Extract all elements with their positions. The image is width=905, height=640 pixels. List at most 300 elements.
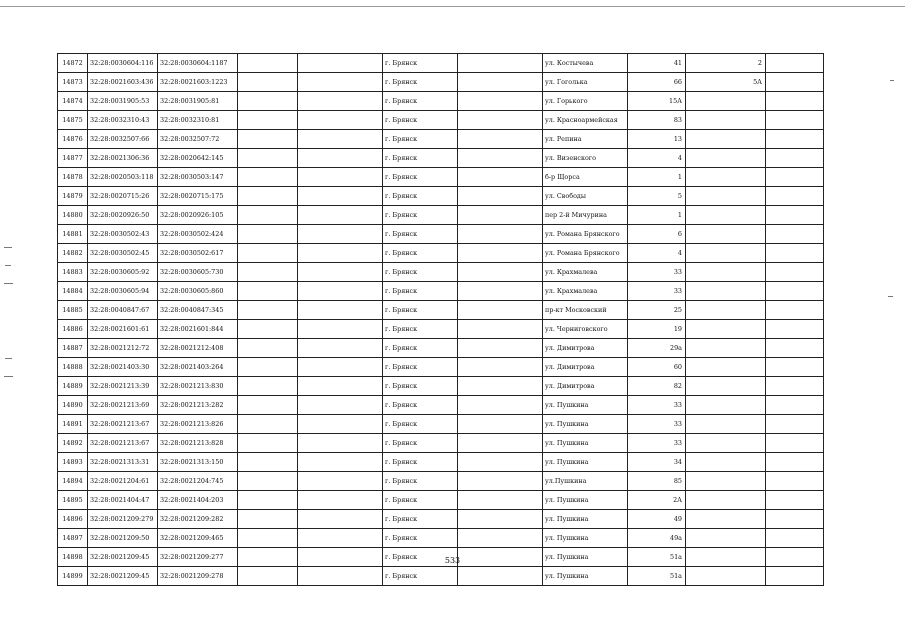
house-number: 33	[628, 415, 686, 434]
table-row	[58, 377, 824, 396]
cadastral-number-room: 32:28:0021212:408	[158, 339, 238, 358]
empty-cell	[238, 168, 298, 187]
street-cell: ул. Пушкина	[543, 491, 628, 510]
cadastral-number-room: 32:28:0021209:465	[158, 529, 238, 548]
empty-cell	[238, 567, 298, 586]
cadastral-number-room: 32:28:0021404:203	[158, 491, 238, 510]
cadastral-number: 32:28:0021213:67	[88, 415, 158, 434]
row-number: 14877	[58, 149, 88, 168]
table-row	[58, 434, 824, 453]
cadastral-number-room: 32:28:0021403:264	[158, 358, 238, 377]
empty-cell	[458, 415, 543, 434]
empty-cell	[766, 130, 824, 149]
street-cell: ул. Визенского	[543, 149, 628, 168]
house-number: 85	[628, 472, 686, 491]
house-number: 1	[628, 168, 686, 187]
building-number	[686, 282, 766, 301]
empty-cell	[458, 510, 543, 529]
city-cell: г. Брянск	[383, 168, 458, 187]
cadastral-number: 32:28:0021212:72	[88, 339, 158, 358]
row-number: 14874	[58, 92, 88, 111]
table-row	[58, 529, 824, 548]
building-number: 2	[686, 54, 766, 73]
city-cell: г. Брянск	[383, 339, 458, 358]
row-number: 14875	[58, 111, 88, 130]
cadastral-number: 32:28:0021601:61	[88, 320, 158, 339]
street-cell: ул. Костычева	[543, 54, 628, 73]
table-row	[58, 396, 824, 415]
registry-table	[57, 53, 824, 586]
empty-cell	[766, 73, 824, 92]
empty-cell	[766, 567, 824, 586]
empty-cell	[458, 54, 543, 73]
row-number: 14876	[58, 130, 88, 149]
street-cell: ул. Димитрова	[543, 358, 628, 377]
empty-cell	[458, 130, 543, 149]
cadastral-number-room: 32:28:0021603:1223	[158, 73, 238, 92]
cadastral-number: 32:28:0030502:43	[88, 225, 158, 244]
house-number: 51а	[628, 567, 686, 586]
table-row	[58, 92, 824, 111]
building-number	[686, 415, 766, 434]
empty-cell	[298, 453, 383, 472]
street-cell: ул. Черниговского	[543, 320, 628, 339]
cadastral-number: 32:28:0040847:67	[88, 301, 158, 320]
city-cell: г. Брянск	[383, 187, 458, 206]
street-cell: ул. Пушкина	[543, 567, 628, 586]
empty-cell	[298, 529, 383, 548]
table-row	[58, 54, 824, 73]
empty-cell	[766, 510, 824, 529]
building-number	[686, 529, 766, 548]
house-number: 33	[628, 282, 686, 301]
row-number: 14889	[58, 377, 88, 396]
empty-cell	[458, 491, 543, 510]
row-number: 14883	[58, 263, 88, 282]
empty-cell	[458, 73, 543, 92]
house-number: 49	[628, 510, 686, 529]
house-number: 33	[628, 396, 686, 415]
empty-cell	[766, 396, 824, 415]
empty-cell	[458, 282, 543, 301]
building-number	[686, 491, 766, 510]
empty-cell	[238, 320, 298, 339]
empty-cell	[458, 301, 543, 320]
empty-cell	[458, 396, 543, 415]
city-cell: г. Брянск	[383, 54, 458, 73]
cadastral-number: 32:28:0020715:26	[88, 187, 158, 206]
building-number	[686, 149, 766, 168]
scan-artifact	[890, 80, 894, 81]
empty-cell	[238, 206, 298, 225]
empty-cell	[298, 396, 383, 415]
empty-cell	[766, 301, 824, 320]
city-cell: г. Брянск	[383, 301, 458, 320]
cadastral-number-room: 32:28:0030502:424	[158, 225, 238, 244]
empty-cell	[298, 111, 383, 130]
cadastral-number: 32:28:0021404:47	[88, 491, 158, 510]
street-cell: ул.Пушкина	[543, 472, 628, 491]
scan-artifact	[888, 296, 893, 297]
city-cell: г. Брянск	[383, 529, 458, 548]
building-number	[686, 339, 766, 358]
cadastral-number: 32:28:0021209:279	[88, 510, 158, 529]
cadastral-number-room: 32:28:0020926:105	[158, 206, 238, 225]
city-cell: г. Брянск	[383, 149, 458, 168]
house-number: 82	[628, 377, 686, 396]
building-number	[686, 130, 766, 149]
cadastral-number: 32:28:0030605:92	[88, 263, 158, 282]
street-cell: ул. Димитрова	[543, 377, 628, 396]
empty-cell	[458, 567, 543, 586]
empty-cell	[458, 472, 543, 491]
city-cell: г. Брянск	[383, 415, 458, 434]
street-cell: ул. Пушкина	[543, 548, 628, 567]
cadastral-number-room: 32:28:0021601:844	[158, 320, 238, 339]
row-number: 14886	[58, 320, 88, 339]
cadastral-number-room: 32:28:0021313:150	[158, 453, 238, 472]
street-cell: ул. Димитрова	[543, 339, 628, 358]
row-number: 14885	[58, 301, 88, 320]
cadastral-number-room: 32:28:0030605:730	[158, 263, 238, 282]
cadastral-number-room: 32:28:0030604:1187	[158, 54, 238, 73]
table-row	[58, 149, 824, 168]
row-number: 14884	[58, 282, 88, 301]
house-number: 41	[628, 54, 686, 73]
building-number	[686, 187, 766, 206]
house-number: 33	[628, 434, 686, 453]
table-row	[58, 453, 824, 472]
empty-cell	[766, 358, 824, 377]
table-row	[58, 491, 824, 510]
cadastral-number: 32:28:0021213:67	[88, 434, 158, 453]
row-number: 14888	[58, 358, 88, 377]
house-number: 2А	[628, 491, 686, 510]
street-cell: ул. Пушкина	[543, 453, 628, 472]
empty-cell	[238, 339, 298, 358]
empty-cell	[766, 491, 824, 510]
empty-cell	[298, 510, 383, 529]
cadastral-number-room: 32:28:0021213:826	[158, 415, 238, 434]
street-cell: ул. Репина	[543, 130, 628, 149]
empty-cell	[238, 453, 298, 472]
street-cell: ул. Романа Брянского	[543, 225, 628, 244]
empty-cell	[238, 263, 298, 282]
building-number	[686, 225, 766, 244]
house-number: 34	[628, 453, 686, 472]
empty-cell	[238, 510, 298, 529]
house-number: 1	[628, 206, 686, 225]
empty-cell	[238, 396, 298, 415]
empty-cell	[298, 263, 383, 282]
cadastral-number: 32:28:0031905:53	[88, 92, 158, 111]
empty-cell	[458, 453, 543, 472]
cadastral-number-room: 32:28:0021213:282	[158, 396, 238, 415]
table-row	[58, 358, 824, 377]
empty-cell	[298, 92, 383, 111]
row-number: 14894	[58, 472, 88, 491]
cadastral-number: 32:28:0020926:50	[88, 206, 158, 225]
empty-cell	[766, 377, 824, 396]
street-cell: ул. Крахмалева	[543, 263, 628, 282]
row-number: 14896	[58, 510, 88, 529]
empty-cell	[766, 339, 824, 358]
city-cell: г. Брянск	[383, 73, 458, 92]
empty-cell	[238, 377, 298, 396]
building-number	[686, 320, 766, 339]
building-number	[686, 111, 766, 130]
street-cell: ул. Пушкина	[543, 434, 628, 453]
street-cell: ул. Романа Брянского	[543, 244, 628, 263]
empty-cell	[298, 225, 383, 244]
house-number: 83	[628, 111, 686, 130]
scan-artifact	[5, 265, 11, 266]
building-number	[686, 472, 766, 491]
cadastral-number: 32:28:0021209:50	[88, 529, 158, 548]
empty-cell	[298, 149, 383, 168]
building-number	[686, 358, 766, 377]
empty-cell	[298, 168, 383, 187]
row-number: 14897	[58, 529, 88, 548]
empty-cell	[458, 206, 543, 225]
empty-cell	[458, 244, 543, 263]
empty-cell	[766, 453, 824, 472]
street-cell: пер 2-й Мичурина	[543, 206, 628, 225]
table-row	[58, 168, 824, 187]
house-number: 60	[628, 358, 686, 377]
city-cell: г. Брянск	[383, 510, 458, 529]
cadastral-number: 32:28:0020503:118	[88, 168, 158, 187]
cadastral-number-room: 32:28:0021209:282	[158, 510, 238, 529]
empty-cell	[298, 434, 383, 453]
empty-cell	[298, 320, 383, 339]
empty-cell	[766, 434, 824, 453]
cadastral-number-room: 32:28:0021209:278	[158, 567, 238, 586]
city-cell: г. Брянск	[383, 548, 458, 567]
cadastral-number: 32:28:0021213:69	[88, 396, 158, 415]
building-number	[686, 567, 766, 586]
building-number	[686, 510, 766, 529]
cadastral-number: 32:28:0032310:43	[88, 111, 158, 130]
house-number: 6	[628, 225, 686, 244]
empty-cell	[298, 206, 383, 225]
house-number: 51а	[628, 548, 686, 567]
street-cell: ул. Горького	[543, 92, 628, 111]
street-cell: ул. Пушкина	[543, 415, 628, 434]
cadastral-number-room: 32:28:0030503:147	[158, 168, 238, 187]
scan-artifact	[4, 376, 13, 377]
empty-cell	[238, 491, 298, 510]
table-row	[58, 567, 824, 586]
street-cell: ул. Красноармейская	[543, 111, 628, 130]
empty-cell	[458, 92, 543, 111]
city-cell: г. Брянск	[383, 491, 458, 510]
house-number: 25	[628, 301, 686, 320]
building-number	[686, 301, 766, 320]
building-number	[686, 206, 766, 225]
page-number: 533	[444, 556, 461, 565]
house-number: 4	[628, 244, 686, 263]
house-number: 49а	[628, 529, 686, 548]
empty-cell	[238, 434, 298, 453]
cadastral-number: 32:28:0030605:94	[88, 282, 158, 301]
empty-cell	[458, 149, 543, 168]
cadastral-number-room: 32:28:0021213:828	[158, 434, 238, 453]
building-number	[686, 244, 766, 263]
table-row	[58, 244, 824, 263]
empty-cell	[298, 54, 383, 73]
table-row	[58, 415, 824, 434]
scan-border-line	[0, 6, 905, 7]
empty-cell	[238, 529, 298, 548]
table-row	[58, 320, 824, 339]
table-row	[58, 472, 824, 491]
house-number: 15А	[628, 92, 686, 111]
empty-cell	[298, 73, 383, 92]
house-number: 33	[628, 263, 686, 282]
cadastral-number-room: 32:28:0032507:72	[158, 130, 238, 149]
empty-cell	[766, 415, 824, 434]
empty-cell	[458, 434, 543, 453]
cadastral-number: 32:28:0021603:436	[88, 73, 158, 92]
building-number	[686, 453, 766, 472]
empty-cell	[238, 301, 298, 320]
table-row	[58, 510, 824, 529]
cadastral-number: 32:28:0021209:45	[88, 567, 158, 586]
building-number	[686, 92, 766, 111]
building-number: 5А	[686, 73, 766, 92]
city-cell: г. Брянск	[383, 358, 458, 377]
empty-cell	[766, 206, 824, 225]
city-cell: г. Брянск	[383, 225, 458, 244]
cadastral-number-room: 32:28:0040847:345	[158, 301, 238, 320]
empty-cell	[766, 472, 824, 491]
empty-cell	[298, 130, 383, 149]
empty-cell	[458, 529, 543, 548]
cadastral-number-room: 32:28:0030502:617	[158, 244, 238, 263]
empty-cell	[458, 225, 543, 244]
cadastral-number: 32:28:0032507:66	[88, 130, 158, 149]
empty-cell	[298, 358, 383, 377]
city-cell: г. Брянск	[383, 396, 458, 415]
table-body	[58, 54, 824, 586]
cadastral-number: 32:28:0021306:36	[88, 149, 158, 168]
table-row	[58, 130, 824, 149]
empty-cell	[238, 73, 298, 92]
row-number: 14890	[58, 396, 88, 415]
cadastral-number-room: 32:28:0020642:145	[158, 149, 238, 168]
city-cell: г. Брянск	[383, 377, 458, 396]
building-number	[686, 168, 766, 187]
street-cell: ул. Крахмалева	[543, 282, 628, 301]
building-number	[686, 434, 766, 453]
city-cell: г. Брянск	[383, 472, 458, 491]
row-number: 14893	[58, 453, 88, 472]
empty-cell	[298, 187, 383, 206]
empty-cell	[238, 282, 298, 301]
table-row	[58, 301, 824, 320]
empty-cell	[238, 111, 298, 130]
city-cell: г. Брянск	[383, 567, 458, 586]
city-cell: г. Брянск	[383, 111, 458, 130]
street-cell: ул. Пушкина	[543, 396, 628, 415]
row-number: 14892	[58, 434, 88, 453]
row-number: 14891	[58, 415, 88, 434]
table-row	[58, 206, 824, 225]
empty-cell	[458, 111, 543, 130]
row-number: 14873	[58, 73, 88, 92]
empty-cell	[298, 244, 383, 263]
empty-cell	[238, 244, 298, 263]
row-number: 14898	[58, 548, 88, 567]
street-cell: пр-кт Московский	[543, 301, 628, 320]
street-cell: ул. Пушкина	[543, 529, 628, 548]
empty-cell	[298, 301, 383, 320]
empty-cell	[458, 187, 543, 206]
empty-cell	[458, 358, 543, 377]
house-number: 19	[628, 320, 686, 339]
row-number: 14887	[58, 339, 88, 358]
cadastral-number: 32:28:0021209:45	[88, 548, 158, 567]
building-number	[686, 377, 766, 396]
row-number: 14899	[58, 567, 88, 586]
city-cell: г. Брянск	[383, 206, 458, 225]
row-number: 14878	[58, 168, 88, 187]
empty-cell	[238, 472, 298, 491]
empty-cell	[766, 263, 824, 282]
row-number: 14895	[58, 491, 88, 510]
scan-artifact	[4, 247, 12, 248]
row-number: 14872	[58, 54, 88, 73]
cadastral-number: 32:28:0021313:31	[88, 453, 158, 472]
table-row	[58, 282, 824, 301]
table-row	[58, 225, 824, 244]
street-cell: ул. Свободы	[543, 187, 628, 206]
cadastral-number: 32:28:0030604:116	[88, 54, 158, 73]
street-cell: ул. Пушкина	[543, 510, 628, 529]
house-number: 4	[628, 149, 686, 168]
empty-cell	[238, 149, 298, 168]
empty-cell	[238, 358, 298, 377]
empty-cell	[766, 244, 824, 263]
empty-cell	[458, 377, 543, 396]
empty-cell	[298, 491, 383, 510]
city-cell: г. Брянск	[383, 320, 458, 339]
scan-artifact	[5, 358, 12, 359]
city-cell: г. Брянск	[383, 92, 458, 111]
house-number: 29а	[628, 339, 686, 358]
building-number	[686, 263, 766, 282]
cadastral-number-room: 32:28:0021204:745	[158, 472, 238, 491]
empty-cell	[766, 168, 824, 187]
empty-cell	[238, 415, 298, 434]
city-cell: г. Брянск	[383, 244, 458, 263]
row-number: 14882	[58, 244, 88, 263]
city-cell: г. Брянск	[383, 263, 458, 282]
empty-cell	[766, 111, 824, 130]
scan-artifact	[4, 283, 13, 284]
empty-cell	[458, 339, 543, 358]
cadastral-number-room: 32:28:0030605:860	[158, 282, 238, 301]
empty-cell	[458, 263, 543, 282]
city-cell: г. Брянск	[383, 130, 458, 149]
empty-cell	[766, 187, 824, 206]
table-row	[58, 73, 824, 92]
table-row	[58, 111, 824, 130]
row-number: 14879	[58, 187, 88, 206]
empty-cell	[298, 339, 383, 358]
house-number: 66	[628, 73, 686, 92]
